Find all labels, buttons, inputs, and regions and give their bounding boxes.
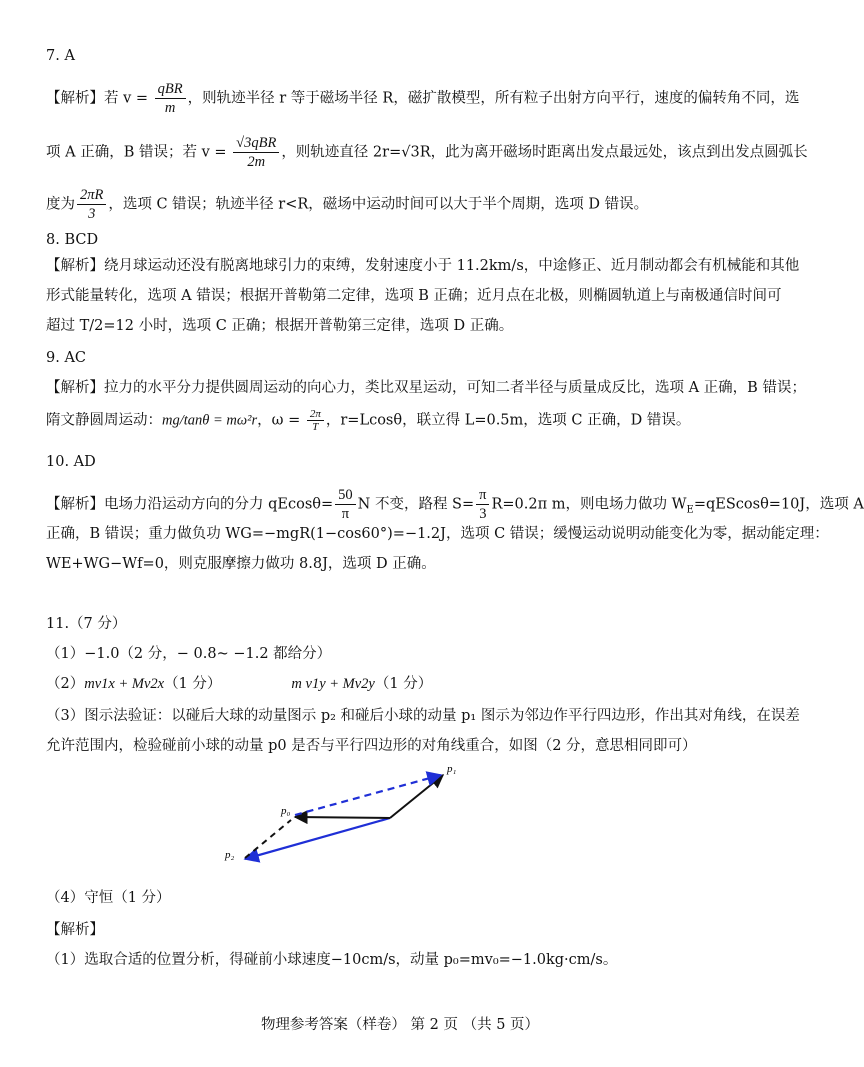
q9-l2-text-c: ，r=Lcosθ，联立得 L=0.5m，选项 C 正确，D 错误。 [325, 412, 691, 429]
q11-p2-label: （2） [46, 676, 85, 692]
q11-jiexi-heading: 【解析】 [46, 922, 104, 938]
frac-numerator: qBR [155, 80, 186, 99]
q7-fraction-3 [77, 186, 106, 223]
q10-l1-text-a: 【解析】电场力沿运动方向的分力 qEcosθ= [46, 496, 334, 513]
frac-numerator: 50 [335, 486, 356, 505]
frac-denominator: 3 [479, 506, 487, 522]
q8-line-2: 形式能量转化，选项 A 错误；根据开普勒第二定律，选项 B 正确；近月点在北极，则椭圆轨道上与南极通信时间可 [46, 288, 782, 304]
momentum-parallelogram-diagram [215, 762, 495, 872]
q10-line-2: 正确，B 错误；重力做负功 WG=−mgR(1−cos60°)=−1.2J，选项 C 错误；缓慢运动说明动能变化为零，据动能定理： [46, 526, 829, 542]
q9-line-2 [46, 408, 690, 433]
q11-p2-equation-2: m v1y + Mv2y [291, 676, 375, 692]
q7-line-3 [46, 186, 648, 223]
q11-part-3-line-2: 允许范围内，检验碰前小球的动量 p0 是否与平行四边形的对角线重合，如图（2 分，意思相同即可） [46, 738, 697, 754]
q10-fraction-1 [335, 486, 356, 523]
q11-header: 11.（7 分） [46, 616, 127, 632]
frac-numerator: π [476, 486, 489, 505]
page-footer: 物理参考答案（样卷） 第 2 页 （共 5 页） [260, 1017, 540, 1033]
q10-l1-text-d: =qEScosθ=10J，选项 A [693, 496, 864, 513]
q10-subscript: E [686, 504, 694, 516]
q11-part-2 [46, 674, 432, 694]
q7-fraction-1 [155, 80, 186, 117]
q7-l2-text-b: ，则轨迹直径 2r=√3R，此为离开磁场时距离出发点最远处，该点到出发点圆弧长 [281, 144, 808, 161]
frac-denominator: 2m [247, 154, 266, 170]
label-p0: p₀ [281, 805, 291, 817]
q9-header: 9. AC [46, 350, 87, 366]
frac-denominator: 3 [88, 206, 96, 222]
frac-numerator: √3qBR [233, 134, 279, 153]
q8-header: 8. BCD [46, 232, 99, 248]
q7-l3-text-b: ，选项 C 错误；轨迹半径 r<R，磁场中运动时间可以大于半个周期，选项 D 错误。 [108, 196, 649, 213]
q7-l2-text-a: 项 A 正确，B 错误；若 v = [46, 144, 232, 161]
q7-l1-text-b: ，则轨迹半径 r 等于磁场半径 R，磁扩散模型，所有粒子出射方向平行，速度的偏转角不同，选 [187, 90, 800, 107]
q9-equation: mg/tanθ = mω²r [162, 412, 258, 429]
q9-l2-text-a: 隋文静圆周运动： [46, 412, 162, 429]
q10-header: 10. AD [46, 454, 96, 470]
q10-l1-text-b: N 不变，路程 S= [357, 496, 475, 513]
q10-fraction-2 [476, 486, 489, 523]
q9-l2-text-b: ，ω = [257, 412, 305, 429]
q7-header: 7. A [46, 48, 75, 64]
vector-p2 [245, 818, 390, 859]
q10-line-1 [46, 486, 864, 523]
q11-p2-equation-1: mv1x + Mv2x [84, 676, 165, 692]
q7-l1-text-a: 【解析】若 v = [46, 90, 153, 107]
q7-line-2 [46, 134, 808, 171]
label-p2: p₂ [225, 849, 235, 861]
q11-p2-score-2: （1 分） [374, 676, 433, 692]
q8-line-3: 超过 T/2=12 小时，选项 C 正确；根据开普勒第三定律，选项 D 正确。 [46, 318, 514, 334]
q7-l3-text-a: 度为 [46, 196, 75, 213]
q11-part-3-line-1: （3）图示法验证：以碰后大球的动量图示 p₂ 和碰后小球的动量 p₁ 图示为邻边作平行四边形，作出其对角线，在误差 [46, 708, 800, 724]
q10-line-3: WE+WG−Wf=0，则克服摩擦力做功 8.8J，选项 D 正确。 [46, 556, 436, 572]
q11-solution-1: （1）选取合适的位置分析，得碰前小球速度−10cm/s，动量 p₀=mv₀=−1.0kg·cm/s。 [46, 952, 618, 968]
q10-l1-text-c: R=0.2π m，则电场力做功 W [491, 496, 687, 513]
q11-part-1: （1）−1.0（2 分，− 0.8~ −1.2 都给分） [46, 646, 332, 662]
q8-line-1: 【解析】绕月球运动还没有脱离地球引力的束缚，发射速度小于 11.2km/s，中途修正、近月制动都会有机械能和其他 [46, 258, 800, 274]
vector-to-p0 [295, 817, 390, 818]
frac-numerator: 2π [307, 408, 324, 421]
q11-part-4: （4）守恒（1 分） [46, 890, 171, 906]
frac-numerator: 2πR [77, 186, 106, 205]
frac-denominator: T [312, 421, 319, 433]
q11-p2-score-1: （1 分） [164, 676, 222, 692]
q7-line-1 [46, 80, 799, 117]
q9-fraction [307, 408, 324, 433]
q9-line-1: 【解析】拉力的水平分力提供圆周运动的向心力，类比双星运动，可知二者半径与质量成反比，选项 A 正确，B 错误； [46, 380, 806, 396]
frac-denominator: π [341, 506, 350, 522]
q7-fraction-2 [233, 134, 279, 171]
frac-denominator: m [164, 100, 176, 116]
label-p1: p₁ [447, 763, 457, 775]
